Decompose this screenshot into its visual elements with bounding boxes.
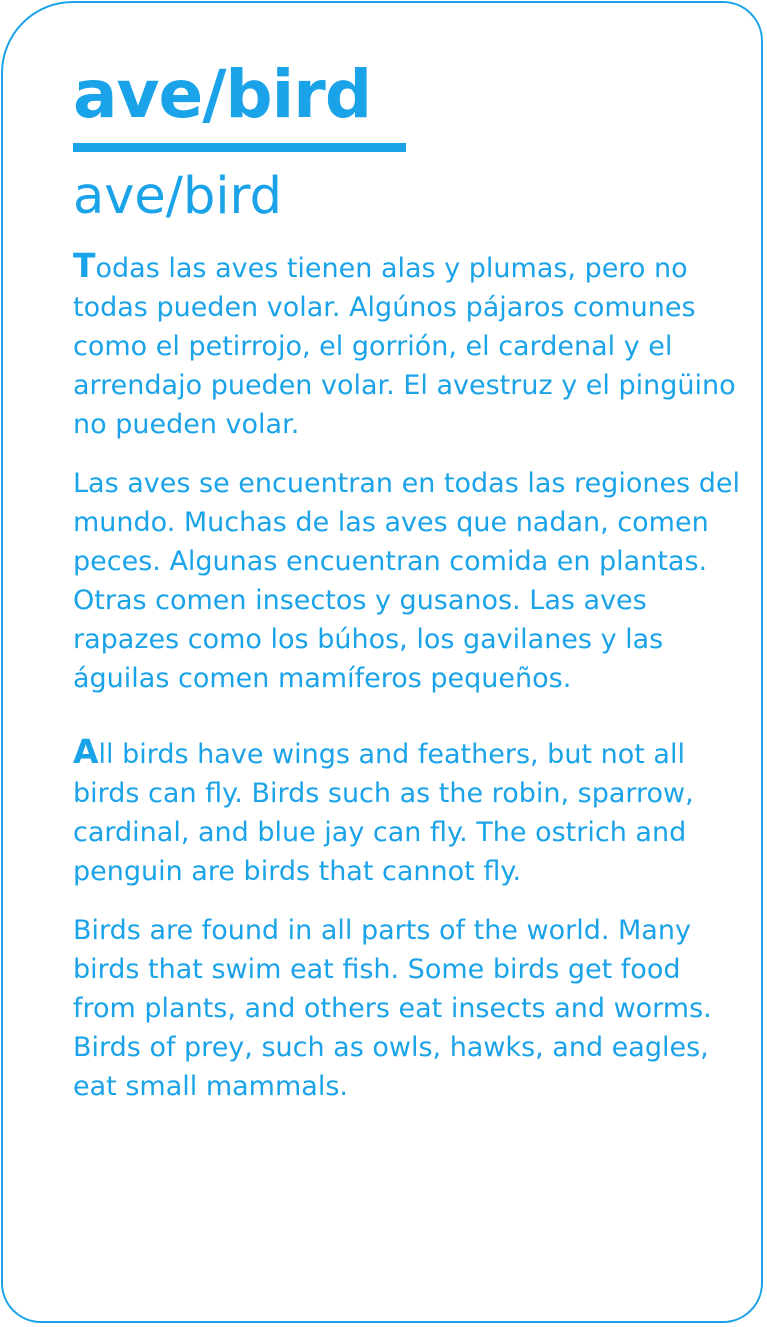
spanish-paragraph-1 [73, 246, 741, 444]
card-title: ave/bird [73, 56, 372, 133]
english-dropcap: A [73, 732, 99, 771]
spanish-dropcap: T [73, 246, 96, 285]
card-content [73, 55, 741, 1106]
glossary-card [1, 1, 763, 1323]
english-paragraph-1 [73, 732, 741, 891]
spanish-paragraph-2: Las aves se encuentran en todas las regiones del mundo. Muchas de las aves que nadan, comen peces. Algunas encuentran comida en plantas. Otras comen insectos y gusanos. Las aves rapazes como los búhos, los gavilanes y las águilas comen mamíferos pequeños. [73, 468, 740, 694]
card-subtitle: ave/bird [73, 167, 282, 226]
title-underline [73, 143, 406, 152]
spanish-paragraph-1-text: odas las aves tienen alas y plumas, pero no todas pueden volar. Algúnos pájaros comunes como el petirrojo, el gorrión, el cardenal y el arrendajo pueden volar. El avestruz y el pingüino no pueden volar. [73, 253, 736, 440]
english-paragraph-2: Birds are found in all parts of the world. Many birds that swim eat fish. Some birds get food from plants, and others eat insects and worms. Birds of prey, such as owls, hawks, and eagles, eat small mammals. [73, 915, 712, 1102]
english-paragraph-1-text: ll birds have wings and feathers, but not all birds can fly. Birds such as the robin, sparrow, cardinal, and blue jay can fly. The ostrich and penguin are birds that cannot fly. [73, 739, 694, 887]
